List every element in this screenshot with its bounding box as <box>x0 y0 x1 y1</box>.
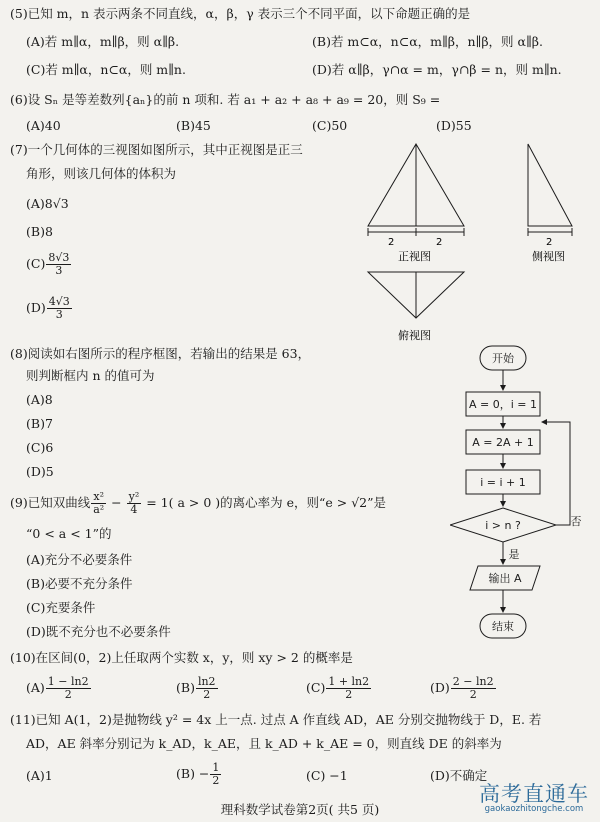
side-view-label: 侧视图 <box>532 250 565 263</box>
q5-stem: (5)已知 m，n 表示两条不同直线，α，β，γ 表示三个不同平面，以下命题正确的是 <box>10 6 471 21</box>
page-footer: 理科数学试卷第2页( 共5 页) <box>220 802 380 817</box>
top-view-label: 俯视图 <box>398 329 431 342</box>
q6-stem: (6)设 Sₙ 是等差数列{aₙ}的前 n 项和. 若 a₁ + a₂ + a₈ + a₉ = 20，则 S₉ = <box>10 92 441 107</box>
q10-option-b: (B) $\frac{\ln 2}{2}$ <box>176 675 216 701</box>
q9-stem: (9)已知双曲线 $\frac{\text{x²}}{\text{a²}}$ − $\frac{\text{y²}}{4}$ = 1( a > 0 )的离心率为 e，则“e > √2”是 <box>10 490 387 516</box>
q9-option-d: (D)既不充分也不必要条件 <box>26 624 171 639</box>
q11-option-d: (D)不确定 <box>430 768 488 783</box>
three-view-figure <box>360 140 590 345</box>
flow-increment-label: i = i + 1 <box>480 476 526 489</box>
q11-stem-line1: (11)已知 A(1，2)是抛物线 y² = 4x 上一点. 过点 A 作直线 AD，AE 分别交抛物线于 D，E. 若 <box>10 712 542 727</box>
q10-stem: (10)在区间(0，2)上任取两个实数 x，y，则 xy > 2 的概率是 <box>10 650 353 665</box>
flowchart <box>450 340 590 650</box>
q7-stem-line1: (7)一个几何体的三视图如图所示，其中正视图是正三 <box>10 142 303 157</box>
side-view-triangle <box>528 144 572 226</box>
watermark-title: 高考直通车 <box>479 782 589 806</box>
front-dim-right: 2 <box>436 237 443 248</box>
q8-option-b: (B)7 <box>26 416 53 431</box>
q6-option-c: (C)50 <box>312 118 348 133</box>
watermark <box>474 778 594 818</box>
flow-no-label: 否 <box>570 515 582 528</box>
flow-output-label: 输出 A <box>488 572 522 585</box>
q11-option-a: (A)1 <box>26 768 53 783</box>
side-dim: 2 <box>546 237 553 248</box>
front-view-label: 正视图 <box>398 250 431 263</box>
q5-option-a: (A)若 m∥α，m∥β，则 α∥β. <box>26 34 180 49</box>
q11-option-c: (C) −1 <box>306 768 348 783</box>
q7-option-a: (A)8√3 <box>26 196 69 211</box>
q6-option-a: (A)40 <box>26 118 61 133</box>
q5-option-c: (C)若 m∥α，n⊂α，则 m∥n. <box>26 62 186 77</box>
flow-start-label: 开始 <box>492 352 514 365</box>
q11-option-b: (B) − $\frac{1}{2}$ <box>176 761 220 787</box>
front-dim-left: 2 <box>388 237 395 248</box>
q5-option-d: (D)若 α∥β，γ∩α = m，γ∩β = n，则 m∥n. <box>312 62 562 77</box>
q5-option-b: (B)若 m⊂α，n⊂α，m∥β，n∥β，则 α∥β. <box>312 34 543 49</box>
q10-option-a: (A) $\frac{1 - \ln 2}{2}$ <box>26 675 89 701</box>
q10-option-c: (C) $\frac{1 + \ln 2}{2}$ <box>306 675 370 701</box>
flow-condition-label: i > n ? <box>485 519 521 532</box>
q9-option-a: (A)充分不必要条件 <box>26 552 133 567</box>
flow-end-label: 结束 <box>492 620 514 633</box>
q7-option-c: (C) $\frac{8√3}{3}$ <box>26 251 70 277</box>
q8-option-a: (A)8 <box>26 392 53 407</box>
q7-stem-line2: 角形，则该几何体的体积为 <box>26 166 177 181</box>
q8-stem-line1: (8)阅读如右图所示的程序框图，若输出的结果是 63， <box>10 346 311 361</box>
q6-option-b: (B)45 <box>176 118 211 133</box>
q7-option-d: (D) $\frac{4√3}{3}$ <box>26 295 70 321</box>
q8-option-c: (C)6 <box>26 440 54 455</box>
q7-option-b: (B)8 <box>26 224 53 239</box>
flow-yes-label: 是 <box>508 548 520 561</box>
watermark-url: gaokaozhitongche.com <box>484 804 584 814</box>
q9-option-b: (B)必要不充分条件 <box>26 576 133 591</box>
q9-stem-line2: “0 < a < 1”的 <box>26 526 112 541</box>
q8-option-d: (D)5 <box>26 464 54 479</box>
q9-option-c: (C)充要条件 <box>26 600 96 615</box>
q11-stem-line2: AD，AE 斜率分别记为 k_AD，k_AE，且 k_AD + k_AE = 0，则直线 DE 的斜率为 <box>26 736 502 751</box>
q10-option-d: (D) $\frac{2 - \ln 2}{2}$ <box>430 675 494 701</box>
q6-option-d: (D)55 <box>436 118 472 133</box>
flow-init-label: A = 0，i = 1 <box>469 398 537 411</box>
flow-update-label: A = 2A + 1 <box>472 436 534 449</box>
q8-stem-line2: 则判断框内 n 的值可为 <box>26 368 155 383</box>
